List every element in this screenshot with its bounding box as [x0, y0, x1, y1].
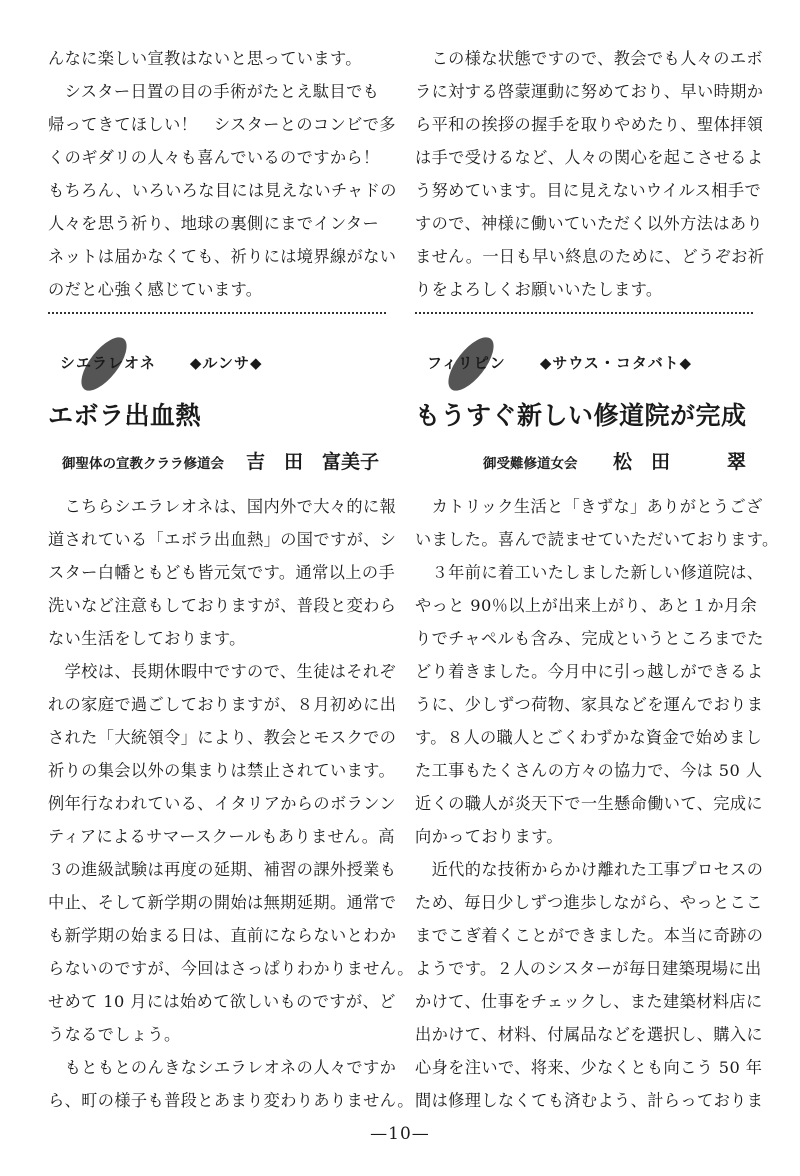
text-line: ネットは届かなくても、祈りには境界線がない [48, 247, 397, 266]
country-name: シエラレオネ [60, 354, 156, 372]
text-line: 出かけて、材料、付属品などを選択し、購入に [415, 1025, 764, 1044]
text-line: 向かっております。 [415, 827, 563, 846]
text-line: すので、神様に働いていただく以外方法はあり [415, 214, 764, 233]
text-line: された「大統領令」により、教会とモスクでの [48, 728, 397, 747]
text-line: くのギダリの人々も喜んでいるのですから！ [48, 148, 380, 167]
text-line: う努めています。目に見えないウイルス相手で [415, 181, 762, 200]
text-line: のだと心強く感じています。 [48, 280, 263, 299]
text-line: ら平和の挨拶の握手を取りやめたり、聖体拝領 [415, 115, 764, 134]
text-line: かけて、仕事をチェックし、また建築材料店に [415, 992, 763, 1011]
city-name: ◆ルンサ◆ [189, 354, 263, 372]
text-line: ３の進級試験は再度の延期、補習の課外授業も [48, 860, 397, 879]
text-line: は手で受けるなど、人々の関心を起こさせるよ [415, 148, 764, 167]
country-name: フィリピン [427, 354, 506, 372]
text-line: 人々を思う祈り、地球の裏側にまでインター [48, 214, 380, 233]
text-line: カトリック生活と「きずな」ありがとうござ [415, 497, 763, 516]
text-line: す。８人の職人とごくわずかな資金で始めまし [415, 728, 763, 747]
text-line: いました。喜んで読ませていただいております。 [415, 530, 779, 549]
page-number: —10— [370, 1124, 430, 1144]
text-line: 近代的な技術からかけ離れた工事プロセスの [415, 860, 764, 879]
text-line: んなに楽しい宣教はないと思っています。 [48, 49, 362, 68]
text-line: 洗いなど注意もしておりますが、普段と変わら [48, 596, 397, 615]
text-line: せめて 10 月には始めて欲しいものですが、ど [48, 992, 396, 1011]
author-organization: 御受難修道女会 [483, 456, 578, 472]
text-line: りをよろしくお願いいたします。 [415, 280, 663, 299]
article-title: もうすぐ新しい修道院が完成 [415, 401, 747, 430]
text-line: ようです。２人のシスターが毎日建築現場に出 [415, 959, 762, 978]
text-line: ません。一日も早い終息のために、どうぞお祈 [415, 247, 765, 266]
author-organization: 御聖体の宣教クララ修道会 [62, 456, 224, 472]
text-line: ラに対する啓蒙運動に努めており、早い時期か [415, 82, 764, 101]
text-line: 帰ってきてほしい！ シスターとのコンビで多 [48, 115, 396, 134]
text-line: も新学期の始まる日は、直前にならないとわか [48, 926, 397, 945]
text-line: 心身を注いで、将来、少なくとも向こう 50 年 [415, 1058, 763, 1077]
text-line: ら、町の様子も普段とあまり変わりありません。 [48, 1091, 414, 1110]
text-line: 近くの職人が炎天下で一生懸命働いて、完成に [415, 794, 764, 813]
text-line: れの家庭で過ごしておりますが、８月初めに出 [48, 695, 397, 714]
article-body [415, 490, 779, 1117]
section-divider [48, 312, 386, 314]
text-line: やっと 90％以上が出来上がり、あと１か月余 [415, 596, 758, 615]
text-line: うに、少しずつ荷物、家具などを運んでおりま [415, 695, 764, 714]
text-line: ない生活をしております。 [48, 629, 246, 648]
article-title: エボラ出血熱 [48, 401, 202, 430]
author-line [415, 447, 753, 475]
text-line: スター白幡ともども皆元気です。通常以上の手 [48, 563, 396, 582]
text-line: た工事もたくさんの方々の協力で、今は 50 人 [415, 761, 763, 780]
text-line: らないのですが、今回はさっぱりわかりません。 [48, 959, 414, 978]
left-continued-text [48, 42, 397, 306]
text-line: 道されている「エボラ出血熱」の国ですが、シ [48, 530, 397, 549]
text-line: うなるでしょう。 [48, 1025, 181, 1044]
section-divider [415, 312, 753, 314]
text-line: ため、毎日少しずつ進歩しながら、やっとここ [415, 893, 763, 912]
text-line: この様な状態ですので、教会でも人々のエボ [415, 49, 764, 68]
region-label [427, 344, 757, 388]
right-continued-text [415, 42, 765, 306]
text-line: りでチャペルも含み、完成というところまでた [415, 629, 764, 648]
text-line: どり着きました。今月中に引っ越しができるよ [415, 662, 764, 681]
text-line: シスター日置の目の手術がたとえ駄目でも [48, 82, 380, 101]
text-line: 学校は、長期休暇中ですので、生徒はそれぞ [48, 662, 397, 681]
region-label [60, 344, 390, 388]
text-line: もともとのんきなシエラレオネの人々ですか [48, 1058, 397, 1077]
author-name: 吉 田 富美子 [246, 451, 380, 473]
text-line: 中止、そして新学期の開始は無期延期。通常で [48, 893, 397, 912]
text-line: までこぎ着くことができました。本当に奇跡の [415, 926, 764, 945]
author-name: 松 田 翠 [613, 451, 747, 473]
text-line: 間は修理しなくても済むよう、計らっておりま [415, 1091, 764, 1110]
text-line: ティアによるサマースクールもありません。高 [48, 827, 395, 846]
city-name: ◆サウス・コタバト◆ [539, 354, 692, 372]
text-line: もちろん、いろいろな目には見えないチャドの [48, 181, 397, 200]
article-body [48, 490, 414, 1117]
text-line: 祈りの集会以外の集まりは禁止されています。 [48, 761, 396, 780]
text-line: ３年前に着工いたしました新しい修道院は、 [415, 563, 764, 582]
text-line: 例年行なわれている、イタリアからのボランン [48, 794, 396, 813]
author-line [48, 447, 386, 475]
text-line: こちらシエラレオネは、国内外で大々的に報 [48, 497, 397, 516]
